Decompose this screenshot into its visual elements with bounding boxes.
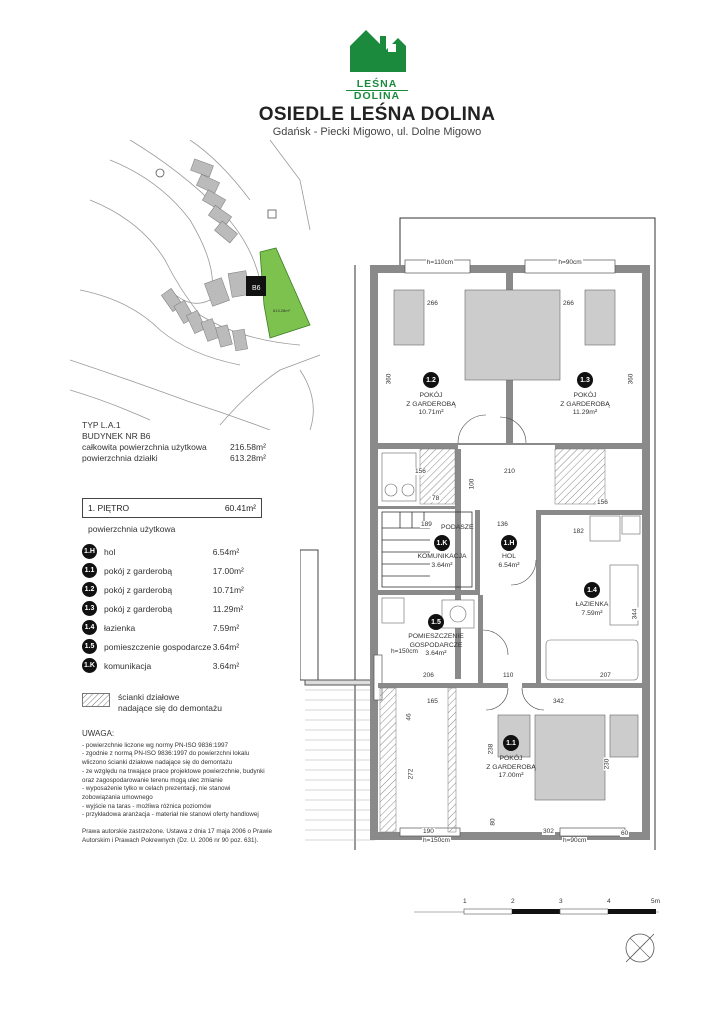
logo-line2: DOLINA [346,90,408,102]
room-name: POMIESZCZENIE [408,633,464,640]
legend-row [82,580,272,599]
logo-line1: LEŚNA [356,78,398,90]
dimension-label: 190 [423,828,434,835]
note-line: - wyjście na taras - możliwa różnica poziomów [82,802,212,810]
dimension-label: 207 [600,672,611,679]
room-sub: GOSPODARCZE [409,641,463,649]
north-arrow-icon [620,928,660,968]
room-area: 17.00m² [212,565,244,576]
room-code-badge: 1.K [82,658,97,673]
copyright-line: Prawa autorskie zastrzeżone. Ustawa z dnia 17 maja 2006 o Prawie [82,828,273,836]
room-name: HOL [502,553,516,560]
room-1-k-label [417,535,467,570]
page-title: OSIEDLE LEŚNA DOLINA [258,104,496,125]
floor-plan [300,210,670,860]
room-name: ŁAZIENKA [575,601,609,608]
note-line: oraz zagospodarowanie terenu mogą ulec zmianie [82,776,223,784]
room-label: komunikacja [104,660,152,671]
scale-tick: 4 [607,898,611,905]
legend-row [82,542,272,561]
dimension-label: 156 [597,499,608,506]
floor-name: 1. PIĘTRO [88,503,130,513]
window-height-label: h=90cm [558,259,582,266]
room-name: KOMUNIKACJA [417,553,467,560]
note-line: - ze względu na trwające prace projektowe powierzchnie, budynki [82,767,265,775]
room-area: 7.59m² [212,622,240,633]
room-area: 6.54m² [212,546,240,557]
notes [82,730,282,845]
dimension-label: 302 [543,828,554,835]
room-area: 11.29m² [212,603,244,614]
landing-label: PODASZE [441,524,474,531]
dimension-label: 272 [407,768,415,780]
dimension-label: 266 [427,300,438,307]
room-1-h-label [494,535,524,570]
logo [346,26,408,102]
room-code-badge: 1.3 [577,372,593,388]
room-code-badge: 1.4 [584,582,600,598]
usable-label: powierzchnia użytkowa [88,524,176,534]
room-code-badge: 1.K [434,535,450,551]
window-height-label: h=150cm [391,648,418,655]
room-code-badge: 1.5 [82,639,97,654]
legend-row [82,637,272,656]
room-sub: Z GARDEROBĄ [486,763,536,771]
room-code-badge: 1.1 [503,735,519,751]
dimension-label: 60 [621,830,629,837]
window-height-label: h=150cm [423,837,450,844]
note-line: - zgodnie z normą PN-ISO 9836:1997 do powierzchni lokalu [82,750,250,758]
page-subtitle: Gdańsk - Piecki Migowo, ul. Dolne Migowo [272,126,482,138]
room-area: 10.71m² [212,584,244,595]
room-area: 3.64m² [212,660,240,671]
room-legend [82,542,272,675]
room-label: łazienka [104,622,136,633]
dimension-label: 189 [421,521,432,528]
logo-house-icon [346,26,408,72]
plot-area-value: 613.28m² [230,453,266,463]
dimension-label: 206 [423,672,434,679]
room-area: 3.64m² [212,641,240,652]
room-label: pokój z garderobą [104,603,173,614]
room-code-badge: 1.5 [428,614,444,630]
room-code-badge: 1.H [82,544,97,559]
site-plot-label: 613.28m² [273,308,290,313]
dimension-label: 238 [487,743,495,755]
dimension-label: 230 [603,758,611,770]
room-area: 3.64m² [425,650,447,657]
room-label: pokój z garderobą [104,584,173,595]
copyright-line: Autorskim i Prawach Pokrewnych (Dz. U. 2006 nr 90 poz. 631). [82,836,259,844]
dimension-label: 78 [432,495,440,502]
scale-bar [414,898,664,920]
note-line: zobowiązania umownego [82,793,153,801]
room-code-badge: 1.2 [82,582,97,597]
dimension-label: 360 [385,373,393,385]
window-height-label: h=90cm [563,837,587,844]
room-code-badge: 1.2 [423,372,439,388]
type-label: TYP L.A.1 [82,420,121,430]
hatch-swatch-icon [82,693,110,707]
dimension-label: 110 [503,672,514,679]
building-label: BUDYNEK NR B6 [82,431,151,441]
room-area: 11.29m² [572,409,598,416]
hatch-legend-line2: nadające się do demontażu [118,703,222,713]
scale-tick: 2 [511,898,515,905]
floor-box [82,498,262,518]
dimension-label: 165 [427,698,438,705]
room-code-badge: 1.4 [82,620,97,635]
room-name: POKÓJ [499,755,523,762]
scale-tick: 3 [559,898,563,905]
room-area: 3.64m² [431,561,453,569]
window-height-label: h=110cm [426,259,454,266]
room-1-2-label [406,372,456,418]
total-area-label: całkowita powierzchnia użytkowa [82,442,207,452]
hatch-legend-line1: ścianki działowe [118,692,180,702]
room-area: 7.59m² [581,609,603,617]
room-1-4-label [572,582,612,618]
plot-area-label: powierzchnia działki [82,453,158,463]
room-name: POKÓJ [573,392,597,399]
floor-area: 60.41m² [224,503,256,513]
scale-tick: 1 [463,898,467,905]
room-code-badge: 1.3 [82,601,97,616]
notes-heading: UWAGA: [82,729,115,738]
legend-row [82,656,272,675]
room-area: 10.71m² [418,409,444,416]
hatch-legend [82,692,222,714]
room-sub: Z GARDEROBĄ [560,400,610,408]
dimension-label: 360 [627,373,635,385]
note-line: - przykładowa aranżacja - materiał nie stanowi oferty handlowej [82,811,259,819]
site-building-label: B6 [252,285,261,292]
room-label: pomieszczenie gospodarcze [104,641,212,652]
room-label: hol [104,546,116,557]
dimension-label: 210 [504,468,515,475]
note-line: wliczono ścianki działowe nadające się do demontażu [82,759,233,767]
dimension-label: 344 [631,608,639,620]
room-label: pokój z garderobą [104,565,173,576]
legend-row [82,599,272,618]
property-info [82,420,272,464]
room-area: 17.00m² [498,772,524,779]
room-sub: Z GARDEROBĄ [406,400,456,408]
room-code-badge: 1.1 [82,563,97,578]
dimension-label: 136 [497,521,508,528]
note-line: - wyposażenie tylko w celach prezentacji, nie stanowi [82,785,231,793]
room-code-badge: 1.H [501,535,517,551]
dimension-label: 156 [415,468,426,475]
dimension-label: 80 [489,818,497,826]
dimension-label: 342 [553,698,564,705]
room-area: 6.54m² [498,561,520,569]
dimension-label: 46 [405,713,413,721]
scale-tick: 5m [651,898,661,905]
dimension-label: 182 [573,528,584,535]
total-area-value: 216.58m² [230,442,266,452]
room-name: POKÓJ [419,392,443,399]
legend-row [82,618,272,637]
legend-row [82,561,272,580]
dimension-label: 100 [468,478,476,490]
dimension-label: 266 [563,300,574,307]
note-line: - powierzchnie liczone wg normy PN-ISO 9836:1997 [82,741,228,749]
room-1-3-label [560,372,610,418]
